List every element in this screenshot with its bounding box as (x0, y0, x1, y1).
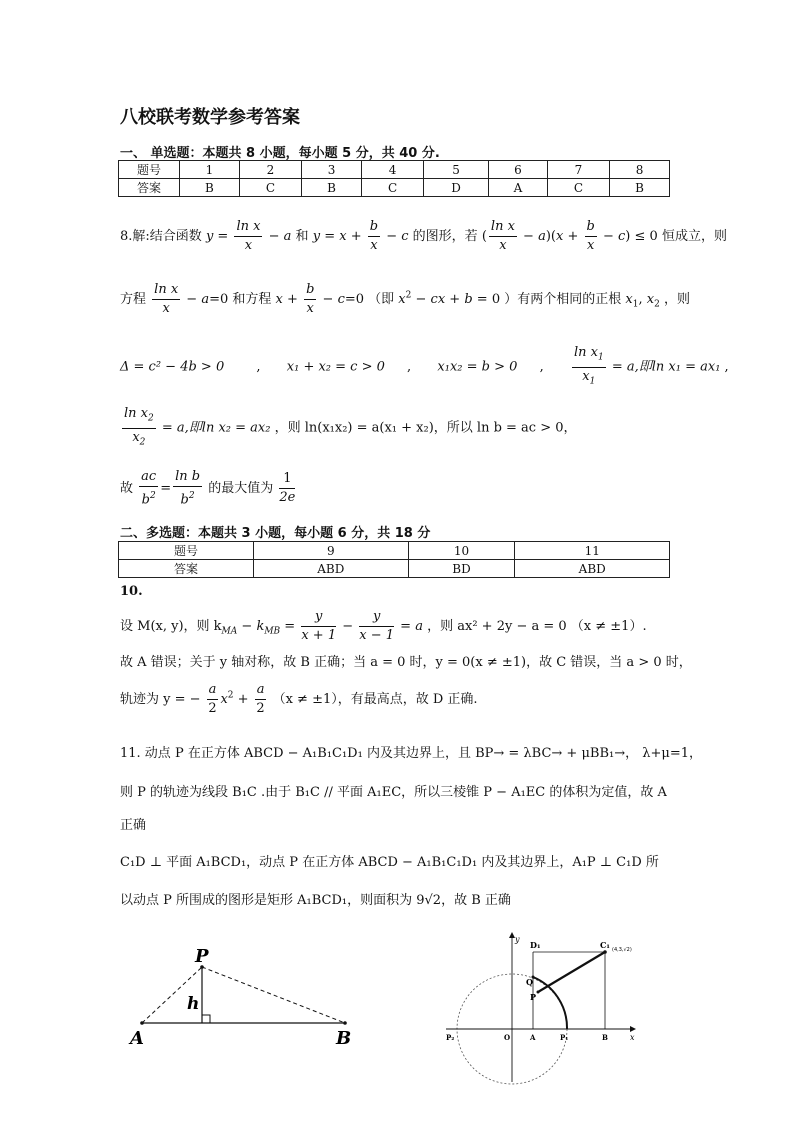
question-number: 5 (424, 161, 489, 179)
answer-cell: BD (408, 560, 515, 578)
answer-cell: C (362, 179, 424, 197)
label-x: x (630, 1033, 635, 1042)
q8-line2: 方程 $\frac{\text{ln x}}{x}$ − a=0 和方程 x + $\frac{b}{x}$ − c=0 （即 $x^2$ − cx + b = 0 ）有两个相同的正根 $x_1$, $x_2$ ，则 (120, 282, 690, 316)
section1-answer-table (118, 160, 670, 197)
question-number: 8 (610, 161, 670, 179)
question-number: 4 (362, 161, 424, 179)
row-label-answer: 答案 (119, 179, 180, 197)
q8-text: 方程 (120, 292, 147, 307)
q11-line4: C₁D ⊥ 平面 A₁BCD₁，动点 P 在正方体 ABCD − A₁B₁C₁D₁ 内及其边界上，A₁P ⊥ C₁D 所 (120, 855, 659, 870)
page-title: 八校联考数学参考答案 (120, 107, 300, 128)
point-p (537, 991, 540, 994)
right-angle-mark (202, 1015, 210, 1023)
answer-cell: D (424, 179, 489, 197)
q8-text: 8.解:结合函数 (120, 229, 202, 244)
coordinate-figure (440, 930, 650, 1090)
q10-line3: 轨迹为 y = − $\frac{a}{2}$ $x^2$ + $\frac{a}{2}$ （x ≠ ±1），有最高点，故 D 正确. (120, 682, 478, 716)
label-y: y (515, 935, 520, 944)
row-label-question: 题号 (119, 542, 254, 560)
answer-cell: ABD (515, 560, 670, 578)
question-number: 11 (515, 542, 670, 560)
q10-text: 设 M(x, y)，则 k (120, 619, 222, 634)
q8-text: 和方程 (232, 292, 272, 307)
label-p: P (530, 992, 537, 1002)
section2-answer-table (118, 541, 670, 578)
answer-cell: B (180, 179, 240, 197)
table-row (119, 560, 670, 578)
q10-line2: 故 A 错误；关于 y 轴对称，故 B 正确；当 a = 0 时，y = 0(x ≠ ±1)，故 C 错误，当 a > 0 时， (120, 655, 692, 670)
label-a: A (530, 1033, 536, 1042)
label-p: P (195, 946, 209, 967)
q8-expr: x₁ + x₂ = c > 0 (286, 359, 385, 375)
label-h: h (187, 994, 200, 1014)
triangle-figure (120, 945, 370, 1055)
q8-text: 故 (120, 481, 134, 497)
q8-text: ，则 ln(x₁x₂) = a(x₁ + x₂)，所以 ln b = ac > 0， (274, 420, 577, 436)
q8-line5: 故 $\frac{ac}{b^2}$ = $\frac{\text{ln b}}{b^2}$ 的最大值为 $\frac{1}{2e}$ (120, 469, 296, 508)
q8-expr: = a,即ln x₂ = ax₂ (161, 420, 271, 436)
q11-line3: 正确 (120, 818, 147, 833)
q8-expr: = a,即ln x₁ = ax₁ (611, 359, 721, 375)
answer-cell: A (488, 179, 547, 197)
q8-text: （即 (368, 292, 395, 307)
answer-cell: C (239, 179, 301, 197)
q8-text: 恒成立，则 (661, 229, 727, 244)
answer-cell: C (547, 179, 609, 197)
q8-text: 的图形，若 (412, 229, 478, 244)
q11-line1: 11. 动点 P 在正方体 ABCD − A₁B₁C₁D₁ 内及其边界上，且 BP→ = λBC→ + μBB₁→， λ+μ=1， (120, 746, 702, 761)
label-c1-coordinates: (4,3,√2) (612, 947, 632, 953)
row-label-question: 题号 (119, 161, 180, 179)
section2-heading: 二、多选题：本题共 3 小题，每小题 6 分，共 18 分 (120, 526, 431, 541)
answer-cell: B (610, 179, 670, 197)
q8-line4: $\frac{\ln x_2}{x_2}$ = a,即ln x₂ = ax₂ ，则 ln(x₁x₂) = a(x₁ + x₂)，所以 ln b = ac > 0， (124, 406, 577, 448)
q8-text: 和 (295, 229, 309, 244)
label-a: A (130, 1028, 144, 1049)
table-row (119, 161, 670, 179)
question-number: 10 (408, 542, 515, 560)
label-o: O (504, 1033, 511, 1042)
x-axis-arrow (630, 1026, 636, 1032)
q10-text: ，则 ax² + 2y − a = 0 （x ≠ ±1）. (427, 619, 647, 634)
q10-line1: 设 M(x, y)，则 $k_{MA} - k_{MB}$ = $\frac{y}{x + 1}$ − $\frac{y}{x - 1}$ = a ，则 ax² + 2y − a = 0 （x ≠ ±1）. (120, 609, 647, 643)
question-number: 9 (254, 542, 409, 560)
question-number: 2 (239, 161, 301, 179)
q8-line3: Δ = c² − 4b > 0 , x₁ + x₂ = c > 0 , x₁x₂ = b > 0 , $\frac{\ln x_1}{x_1}$ = a,即ln x₁ = ax₁ , (120, 345, 729, 387)
label-p1: P₁ (560, 1033, 569, 1042)
label-b: B (602, 1033, 608, 1042)
question-number: 6 (488, 161, 547, 179)
answer-cell: B (302, 179, 362, 197)
label-c1: C₁ (600, 940, 610, 950)
q8-expr: x₁x₂ = b > 0 (437, 359, 518, 375)
segment-pb (202, 967, 345, 1023)
section1-heading: 一、 单选题：本题共 8 小题，每小题 5 分，共 40 分. (120, 146, 440, 161)
q10-number: 10. (120, 584, 143, 599)
q11-line2: 则 P 的轨迹为线段 B₁C .由于 B₁C // 平面 A₁EC，所以三棱锥 P − A₁EC 的体积为定值，故 A (120, 785, 667, 800)
q8-expr: Δ = c² − 4b > 0 (120, 359, 225, 375)
q10-text: 轨迹为 y = − (120, 692, 201, 707)
point-c1 (603, 950, 607, 954)
question-number: 1 (180, 161, 240, 179)
q10-text: （x ≠ ±1），有最高点，故 D 正确. (272, 692, 478, 707)
q8-text: ）有两个相同的正根 (504, 292, 622, 307)
label-p2: P₂ (446, 1033, 455, 1042)
q8-text: 的最大值为 (208, 481, 274, 497)
label-q: Q (526, 977, 533, 987)
table-row (119, 179, 670, 197)
answer-cell: ABD (254, 560, 409, 578)
q8-text: ，则 (663, 292, 690, 307)
point-b (343, 1021, 347, 1025)
point-a (140, 1021, 144, 1025)
q8-line1: 8.解:结合函数 y = $\frac{\text{ln x}}{x}$ − a 和 y = x + $\frac{b}{x}$ − c 的图形，若 ( $\frac{\text{ln x}}{x}$ − a)(x + $\frac{b}{x}$ − c) ≤ 0 恒成立，则 (120, 219, 727, 253)
question-number: 3 (302, 161, 362, 179)
label-d1: D₁ (530, 940, 541, 950)
row-label-answer: 答案 (119, 560, 254, 578)
q11-line5: 以动点 P 所围成的图形是矩形 A₁BCD₁，则面积为 9√2，故 B 正确 (120, 893, 511, 908)
question-number: 7 (547, 161, 609, 179)
label-b: B (336, 1028, 352, 1049)
table-row (119, 542, 670, 560)
